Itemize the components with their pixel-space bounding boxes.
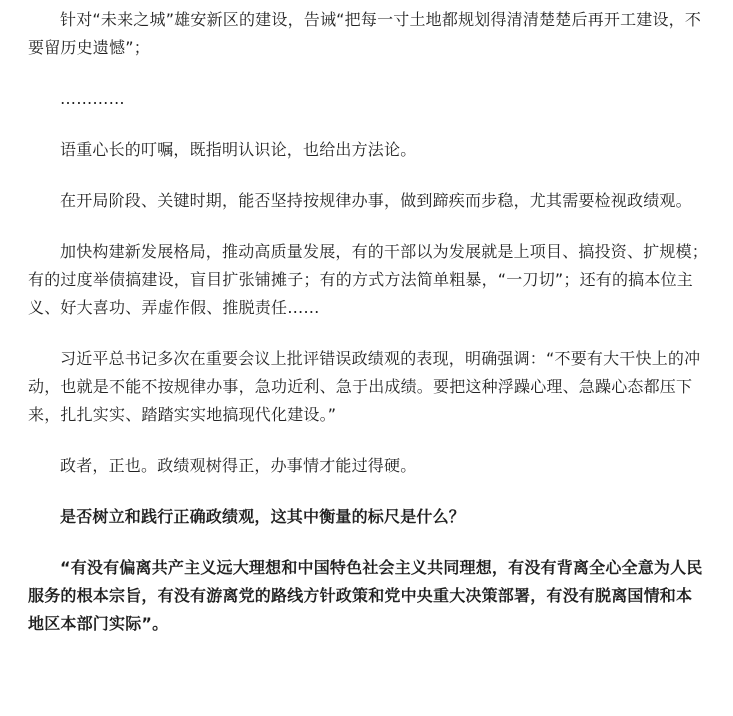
paragraph-xiongan: 针对“未来之城”雄安新区的建设，告诫“把每一寸土地都规划得清清楚楚后再开工建设，不要留历史遗憾”； <box>28 10 702 57</box>
paragraph-cadre-problems: 加快构建新发展格局，推动高质量发展，有的干部以为发展就是上项目、搞投资、扩规模；有的过度举债搞建设，盲目扩张铺摊子；有的方式方法简单粗暴，“一刀切”；还有的搞本位主义、好大喜功、弄虚作假、推脱责任…… <box>28 242 709 317</box>
paragraph-performance-view: 在开局阶段、关键时期，能否坚持按规律办事，做到蹄疾而步稳，尤其需要检视政绩观。 <box>60 191 692 210</box>
paragraph-ellipsis: ………… <box>60 89 125 108</box>
paragraph-xi-quote: 习近平总书记多次在重要会议上批评错误政绩观的表现，明确强调：“不要有大干快上的冲动，也就是不能不按规律办事，急功近利、急于出成绩。要把这种浮躁心理、急躁心态都压下来，扎扎实实、踏踏实实地搞现代化建设。” <box>28 349 701 424</box>
article-body <box>28 6 708 661</box>
paragraph-methodology: 语重心长的叮嘱，既指明认识论，也给出方法论。 <box>60 140 417 159</box>
paragraph-criteria-quote: “有没有偏离共产主义远大理想和中国特色社会主义共同理想，有没有背离全心全意为人民服务的根本宗旨，有没有游离党的路线方针政策和党中央重大决策部署，有没有脱离国情和本地区本部门实际”。 <box>28 558 703 633</box>
paragraph-question: 是否树立和践行正确政绩观，这其中衡量的标尺是什么？ <box>60 507 466 526</box>
paragraph-politics-upright: 政者，正也。政绩观树得正，办事情才能过得硬。 <box>60 456 417 475</box>
